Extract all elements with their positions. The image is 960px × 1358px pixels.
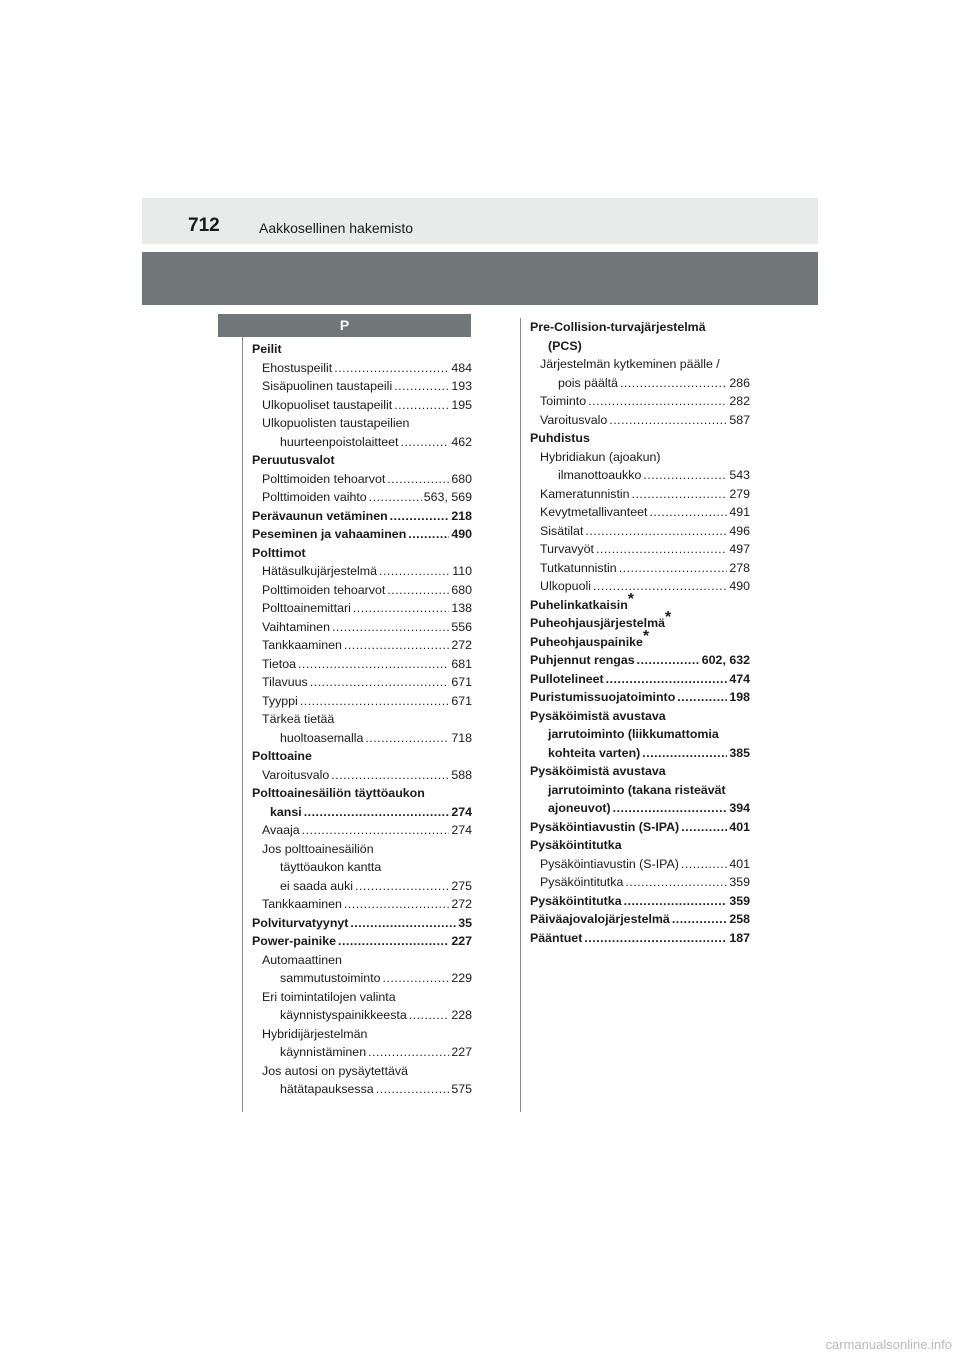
index-entry-page: 718 [451,730,472,745]
index-entry [530,522,750,541]
index-entry [252,951,472,970]
index-entry [530,374,750,393]
index-entry-page: 359 [729,875,750,889]
index-entry [530,318,750,337]
index-entry [252,840,472,859]
index-entry-page: 272 [451,638,472,652]
index-entry [530,466,750,485]
index-entry-text: Polttimot [252,545,306,560]
index-entry-text: Puristumissuojatoiminto [530,690,676,704]
index-entry-text: Pysäköintitutka [530,893,622,908]
index-entry-page: 490 [451,527,472,541]
index-entry [252,451,472,470]
dot-leader [409,1006,450,1025]
index-entry-text: kohteita varten) [548,745,641,760]
index-entry-text: Tankkaaminen [262,897,342,911]
index-entry-page: 680 [451,582,472,597]
index-entry [530,337,750,356]
dot-leader [350,914,456,933]
index-entry-page: 272 [451,897,472,911]
index-entry-text: Tyyppi [262,693,298,708]
index-entry-text: Hybridijärjestelmän [262,1026,368,1041]
dot-leader [302,821,450,840]
index-entry-page: 110 [452,564,472,578]
index-entry-page: 543 [729,468,750,482]
index-entry [530,411,750,430]
index-entry-text: Pysäköimistä avustava [530,708,666,723]
index-entry [530,392,750,411]
index-entry-text: Polttimoiden vaihto [262,490,367,504]
column-divider-right [520,318,521,1112]
index-entry-text: käynnistyspainikkeesta [280,1008,407,1022]
index-entry [252,359,472,378]
index-entry [530,627,750,652]
index-entry [252,673,472,692]
index-entry [252,1062,472,1081]
index-entry-text: Pre-Collision-turvajärjestelmä [530,320,706,334]
index-entry-text: jarrutoiminto (takana risteävät [548,782,726,797]
index-entry-page: 394 [729,801,750,815]
index-entry-text: Pysäköimistä avustava [530,764,666,778]
index-entry-page: 587 [729,412,750,427]
index-column-right [530,318,750,947]
index-entry-text: kansi [270,804,302,819]
index-entry [530,781,750,800]
index-entry [252,988,472,1007]
index-entry-text: Puheohjausjärjestelmä [530,616,665,630]
page-header [142,198,818,244]
index-entry-page: 681 [451,656,472,671]
index-entry-text: Toiminto [540,394,587,408]
watermark: carmanualsonline.info [825,1337,952,1352]
index-entry [252,1080,472,1099]
index-entry-text: Tilavuus [262,675,308,689]
index-entry [252,340,472,359]
page-number: 712 [188,215,220,236]
dot-leader [298,655,449,674]
index-entry-text: sammutustoiminto [280,971,381,985]
dot-leader [387,470,449,489]
index-entry-text: käynnistäminen [280,1045,367,1059]
index-entry-text: jarrutoiminto (liikkumattomia [548,727,719,741]
index-entry-page: 227 [451,1045,472,1059]
index-entry [252,710,472,729]
index-entry-text: Varoitusvalo [262,767,330,782]
dot-leader [619,559,728,578]
dot-leader [304,803,450,822]
index-entry [530,892,750,911]
index-entry-page: 490 [729,579,750,593]
index-entry [530,429,750,448]
index-entry [252,488,472,507]
index-entry [530,559,750,578]
dot-leader [344,895,449,914]
index-entry [252,1025,472,1044]
index-entry-text: Varoitusvalo [540,412,608,427]
index-entry-page: 496 [729,523,750,538]
index-entry-page: 227 [451,934,472,948]
index-entry [530,577,750,596]
index-entry-page: 484 [451,360,472,375]
index-entry-page: 198 [729,690,750,704]
index-entry-page: 278 [729,560,750,575]
index-entry [530,799,750,818]
index-entry [252,821,472,840]
index-entry-page: 671 [451,693,472,708]
dot-leader [596,540,727,559]
index-entry [252,562,472,581]
dot-leader [584,929,727,948]
index-entry [252,599,472,618]
index-entry-text: Puhdistus [530,431,590,445]
index-entry [252,507,472,526]
index-entry [252,803,472,822]
index-entry [530,707,750,726]
index-entry-page: 258 [729,912,750,926]
index-entry [530,855,750,874]
dot-leader [677,688,727,707]
index-entry-text: Pysäköintitutka [540,875,624,889]
index-entry [252,1006,472,1025]
index-entry-text: Jos autosi on pysäytettävä [262,1063,409,1078]
index-entry [252,544,472,563]
index-entry-page: 385 [729,745,750,760]
dot-leader [394,377,449,396]
index-entry [252,636,472,655]
asterisk-mark: * [664,608,672,626]
index-entry [252,766,472,785]
index-entry-page: 193 [451,379,472,393]
dot-leader [609,411,727,430]
index-entry [252,877,472,896]
index-entry [252,581,472,600]
index-entry-text: Automaattinen [262,952,342,967]
dot-leader [383,969,450,988]
index-entry-text: hätätapauksessa [280,1082,374,1096]
index-entry-text: Tankkaaminen [262,638,342,652]
page-title: Aakkosellinen hakemisto [259,220,414,236]
index-entry-page: 138 [451,601,472,615]
index-entry-text: Vaihtaminen [262,619,330,634]
dot-leader [408,525,449,544]
dot-leader [593,577,727,596]
dot-leader [606,670,728,689]
dot-leader [643,466,727,485]
index-entry-page: 228 [451,1008,472,1022]
index-entry [530,355,750,374]
dot-leader [642,744,727,763]
index-entry-text: ajoneuvot) [548,801,611,815]
index-entry-text: Polviturvatyynyt [252,915,349,930]
index-entry-page: 286 [729,375,750,390]
dot-leader [613,799,728,818]
index-entry [252,969,472,988]
dot-leader [672,910,727,929]
index-entry-text: Ulkopuoli [540,579,591,593]
index-entry-page: 602, 632 [701,653,750,667]
index-entry [530,485,750,504]
index-entry-text: Pysäköintiavustin (S-IPA) [540,856,679,871]
index-entry-text: Puhjennut rengas [530,653,635,667]
index-entry [530,540,750,559]
index-entry-text: Polttoainesäiliön täyttöaukon [252,786,425,800]
index-entry-text: Avaaja [262,823,300,837]
index-entry-page: 575 [451,1082,472,1096]
dot-leader [338,932,449,951]
index-entry [530,608,750,633]
index-entry-page: 556 [451,619,472,634]
index-entry-page: 279 [729,486,750,501]
index-entry [252,914,472,933]
index-entry-text: Peilit [252,342,282,356]
asterisk-mark: * [642,627,650,645]
index-entry [252,377,472,396]
index-entry-text: Pysäköintiavustin (S-IPA) [530,819,680,834]
index-entry-text: huoltoasemalla [280,730,364,745]
index-entry-page: 359 [729,893,750,908]
index-entry [252,895,472,914]
index-entry-text: (PCS) [548,338,582,353]
index-entry-text: täyttöaukon kantta [280,860,382,874]
index-entry-text: huurteenpoistolaitteet [280,434,399,449]
dot-leader [588,392,727,411]
index-entry-page: 282 [729,394,750,408]
index-entry-text: Hybridiakun (ajoakun) [540,449,661,464]
index-entry-text: Pääntuet [530,930,583,945]
dot-leader [637,651,700,670]
index-entry-text: Sisätilat [540,523,584,538]
index-entry-page: 229 [451,971,472,985]
dot-leader [300,692,450,711]
asterisk-mark: * [627,590,635,608]
dot-leader [376,1080,450,1099]
index-entry-page: 563, 569 [423,490,472,504]
index-entry-text: ei saada auki [280,878,354,893]
index-entry [252,618,472,637]
dot-leader [369,488,422,507]
index-entry [252,433,472,452]
index-entry-text: Tietoa [262,656,296,671]
index-entry-text: Peseminen ja vahaaminen [252,527,407,541]
dot-leader [681,818,727,837]
index-entry-text: Polttoainemittari [262,601,351,615]
index-entry [530,818,750,837]
index-entry [252,396,472,415]
index-entry-text: Puheohjauspainike [530,634,643,649]
index-entry-text: Polttimoiden tehoarvot [262,582,386,597]
index-entry [530,762,750,781]
dot-leader [624,892,728,911]
index-entry-text: Pullotelineet [530,671,604,686]
index-entry-page: 680 [451,471,472,486]
index-entry-text: Perävaunun vetäminen [252,508,388,523]
index-entry [252,784,472,803]
index-entry-page: 35 [458,915,472,930]
index-entry [252,729,472,748]
index-column-left [252,340,472,1099]
index-entry-page: 401 [729,819,750,834]
index-entry-text: Polttoaine [252,749,312,763]
index-entry [530,910,750,929]
dot-leader [649,503,727,522]
dot-leader [368,1043,449,1062]
index-entry [530,503,750,522]
index-entry-page: 195 [451,397,472,412]
index-entry [252,1043,472,1062]
index-entry [530,836,750,855]
dot-leader [394,396,449,415]
index-entry-page: 274 [451,823,472,837]
dot-leader [632,485,728,504]
dot-leader [625,873,727,892]
index-entry [252,858,472,877]
index-entry-page: 497 [729,542,750,556]
index-entry-text: ilmanottoaukko [558,468,642,482]
dot-leader [355,877,449,896]
index-entry-page: 401 [729,856,750,871]
index-entry-text: Järjestelmän kytkeminen päälle / [540,357,720,371]
index-entry-text: Polttimoiden tehoarvot [262,471,386,486]
index-entry [252,655,472,674]
index-entry-text: Peruutusvalot [252,453,335,467]
index-entry [530,929,750,948]
dot-leader [365,729,449,748]
index-entry-text: Jos polttoainesäiliön [262,841,374,856]
index-entry-text: Pysäköintitutka [530,838,622,852]
dot-leader [401,433,450,452]
index-entry-page: 187 [729,930,750,945]
index-entry [530,744,750,763]
index-entry-text: Kevytmetallivanteet [540,505,648,519]
dot-leader [387,581,449,600]
dot-leader [353,599,449,618]
index-entry-text: Turvavyöt [540,542,594,556]
index-entry [530,873,750,892]
index-entry-page: 491 [729,505,750,519]
index-entry-text: Ulkopuoliset taustapeilit [262,397,393,412]
dot-leader [310,673,450,692]
column-divider-left [242,337,243,1112]
dot-leader [681,855,727,874]
index-entry-page: 274 [451,804,472,819]
index-entry-page: 474 [729,671,750,686]
index-entry [252,525,472,544]
index-entry-text: Puhelinkatkaisin [530,597,628,612]
index-entry-page: 462 [451,434,472,449]
index-entry-text: Power-painike [252,934,337,948]
dot-leader [379,562,450,581]
index-entry [252,414,472,433]
index-entry-text: Kameratunnistin [540,486,630,501]
index-entry [252,747,472,766]
index-entry-text: Ulkopuolisten taustapeilien [262,416,410,430]
index-entry-text: pois päältä [558,375,618,390]
index-entry-page: 218 [451,508,472,523]
index-entry-page: 275 [451,878,472,893]
index-entry-text: Päiväajovalojärjestelmä [530,912,670,926]
index-entry [530,448,750,467]
section-letter: P [218,314,471,337]
index-entry [252,470,472,489]
index-entry [530,590,750,615]
dot-leader [390,507,450,526]
index-entry [530,670,750,689]
header-band [142,252,818,305]
dot-leader [334,359,449,378]
index-entry [530,651,750,670]
index-entry-page: 588 [451,767,472,782]
index-entry-text: Sisäpuolinen taustapeili [262,379,393,393]
index-entry-text: Ehostuspeilit [262,360,333,375]
dot-leader [620,374,727,393]
dot-leader [331,766,449,785]
dot-leader [585,522,727,541]
index-entry-page: 671 [451,675,472,689]
index-entry [530,688,750,707]
index-entry [530,725,750,744]
index-entry [252,932,472,951]
index-entry-text: Tutkatunnistin [540,560,617,575]
index-entry-text: Tärkeä tietää [262,712,335,726]
index-entry-text: Eri toimintatilojen valinta [262,989,396,1004]
index-entry-text: Hätäsulkujärjestelmä [262,564,378,578]
index-entry [252,692,472,711]
dot-leader [332,618,449,637]
dot-leader [344,636,449,655]
